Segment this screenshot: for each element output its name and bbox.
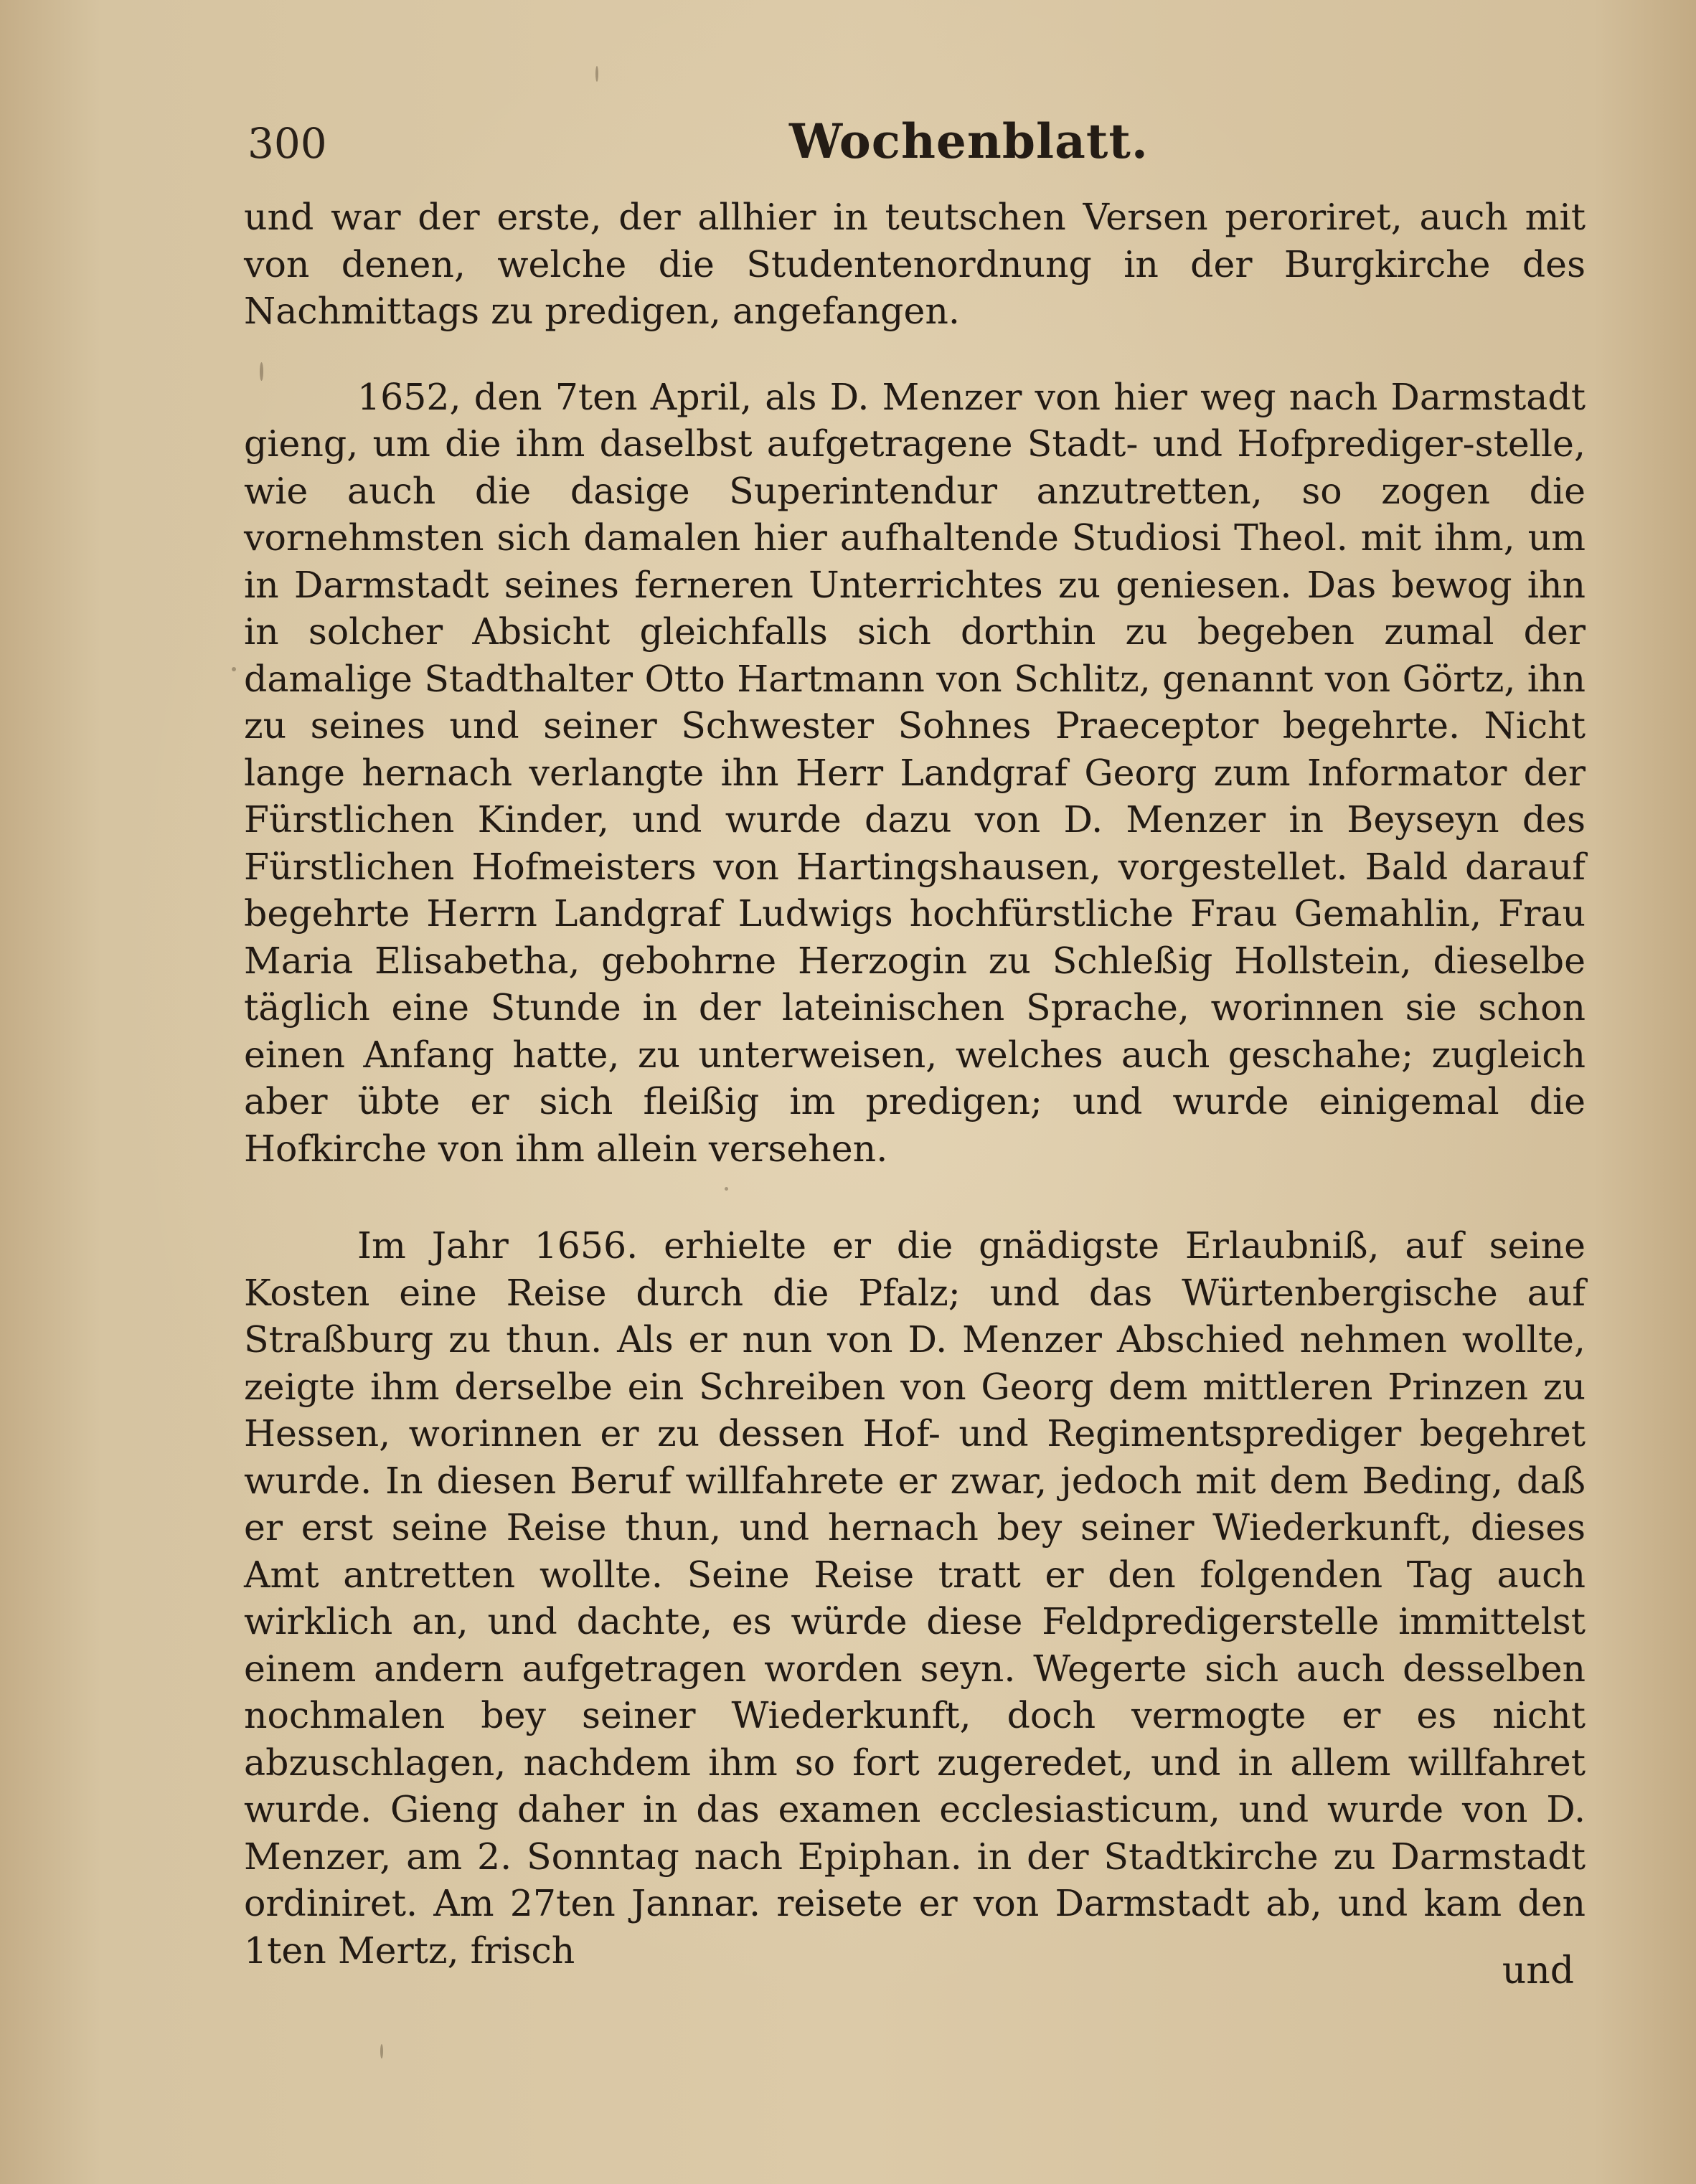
paragraph-1: und war der erste, der allhier in teutschen Versen peroriret, auch mit von denen, welche die Studentenordnung in der Burgkirche des Nachmittags zu predigen, angefangen.: [244, 196, 1586, 332]
paper-speck: [595, 66, 598, 82]
running-title: Wochenblatt.: [789, 113, 1149, 169]
page-header: [244, 113, 1586, 171]
page-number: 300: [248, 119, 327, 168]
catchword: und: [1502, 1949, 1574, 1992]
paragraph-3: Im Jahr 1656. erhielte er die gnädigste Erlaubniß, auf seine Kosten eine Reise durch die Pfalz; und das Würtenbergische auf Straßburg zu thun. Als er nun von D. Menzer Abschied nehmen wollte, zeigte ihm derselbe ein Schreiben von Georg dem mittleren Prinzen zu Hessen, worinnen er zu dessen Hof- und Regimentsprediger begehret wurde. In diesen Beruf willfahrete er zwar, jedoch mit dem Beding, daß er erst seine Reise thun, und hernach bey seiner Wiederkunft, dieses Amt antretten wollte. Seine Reise tratt er den folgenden Tag auch wirklich an, und dachte, es würde diese Feldpredigerstelle immittelst einem andern aufgetragen worden seyn. Wegerte sich auch desselben nochmalen bey seiner Wiederkunft, doch vermogte er es nicht abzuschlagen, nachdem ihm so fort zugeredet, und in allem willfahret wurde. Gieng daher in das examen ecclesiasticum, und wurde von D. Menzer, am 2. Sonntag nach Epiphan. in der Stadtkirche zu Darmstadt ordiniret. Am 27ten Jannar. reisete er von Darmstadt ab, und kam den 1ten Mertz, frisch: [244, 1224, 1586, 1972]
paper-speck: [232, 667, 236, 671]
paragraph-2: 1652, den 7ten April, als D. Menzer von hier weg nach Darmstadt gieng, um die ihm daselbst aufgetragene Stadt- und Hofprediger-stelle, wie auch die dasige Superintendur anzutretten, so zogen die vornehmsten sich damalen hier aufhaltende Studiosi Theol. mit ihm, um in Darmstadt seines ferneren Unterrichtes zu geniesen. Das bewog ihn in solcher Absicht gleichfalls sich dorthin zu begeben zumal der damalige Stadthalter Otto Hartmann von Schlitz, genannt von Görtz, ihn zu seines und seiner Schwester Sohnes Praeceptor begehrte. Nicht lange hernach verlangte ihn Herr Landgraf Georg zum Informator der Fürstlichen Kinder, und wurde dazu von D. Menzer in Beyseyn des Fürstlichen Hofmeisters von Hartingshausen, vorgestellet. Bald darauf begehrte Herrn Landgraf Ludwigs hochfürstliche Frau Gemahlin, Frau Maria Elisabetha, gebohrne Herzogin zu Schleßig Hollstein, dieselbe täglich eine Stunde in der lateinischen Sprache, worinnen sie schon einen Anfang hatte, zu unterweisen, welches auch geschahe; zugleich aber übte er sich fleißig im predigen; und wurde einigemal die Hofkirche von ihm allein versehen.: [244, 375, 1586, 1170]
paper-speck: [380, 2044, 383, 2058]
body-text: [244, 194, 1586, 1974]
